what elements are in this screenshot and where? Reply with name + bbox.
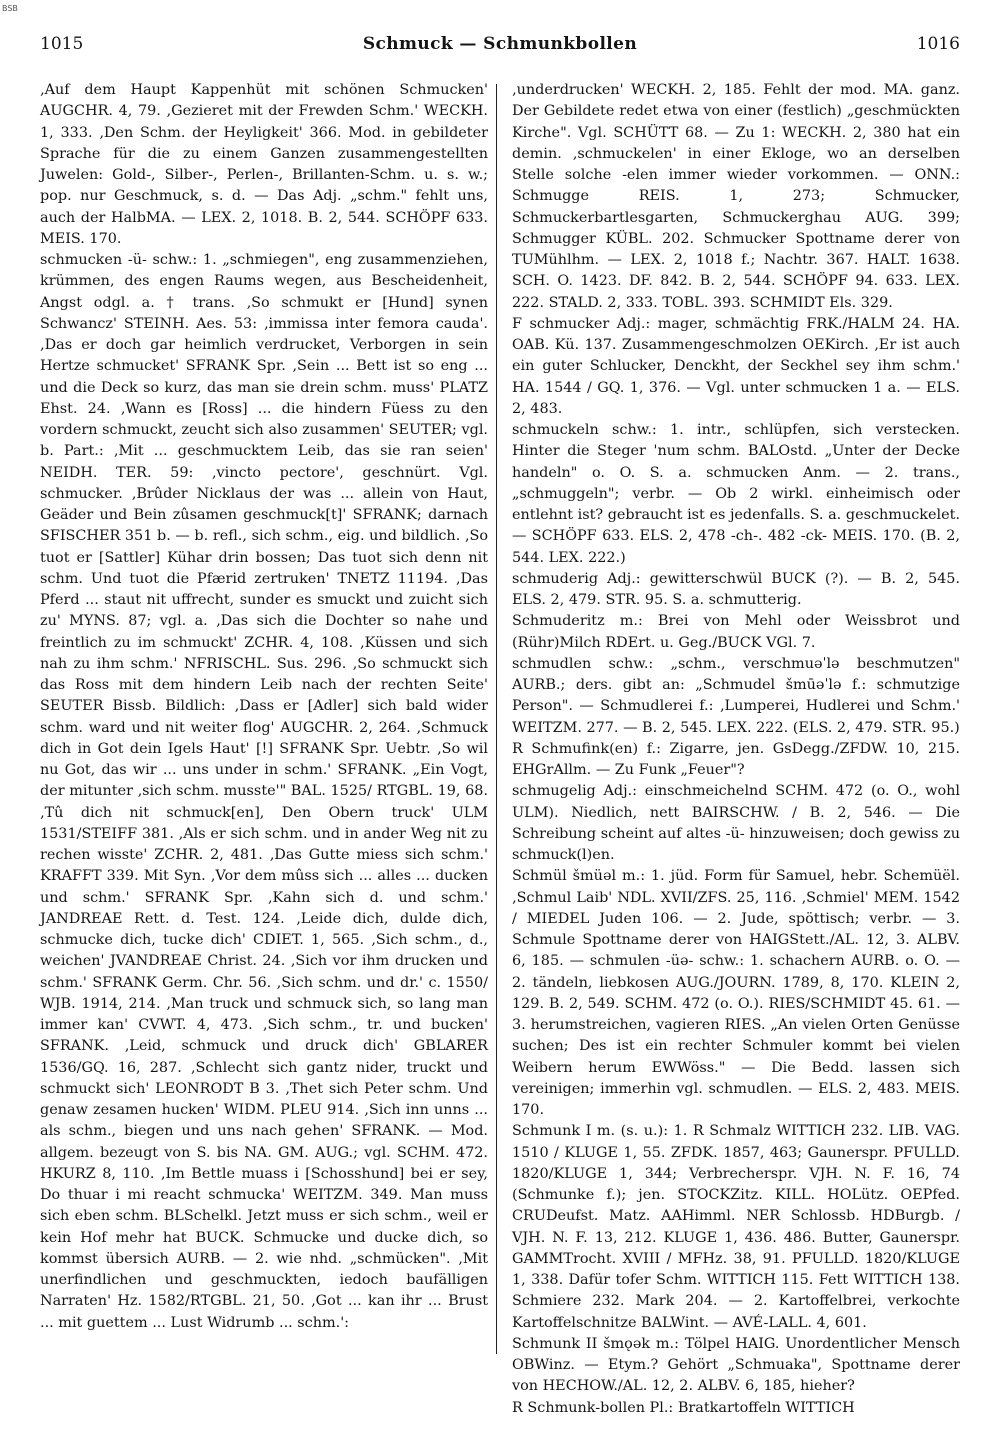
right-column — [512, 80, 960, 1416]
entry-paragraph: schmucken -ü- schw.: 1. „schmiegen", eng zusammenziehen, krümmen, des engen Raums wegen, aus Bescheidenheit, Angst odgl. a. † trans. ‚So schmukt er [Hund] synen Schwancz' STEINH. Aes. 53: ‚immissa inter femora cauda'. ‚Das er doch gar heimlich verdrucket, Verborgen in sein Hertze schmucket' SFRANK Spr. ‚Sein ... Bett ist so eng ... und die Deck so kurz, das man sie drein schm. muss' PLATZ Ehst. 24. ‚Wann es [Ross] ... die hindern Füess zu den vordern schmuckt, zeucht sich also zusammen' SEUTER; vgl. b. Part.: ‚Mit ... geschmucktem Leib, das sie ran seien' NEIDH. TER. 59: ‚vincto pectore', geschnürt. Vgl. schmucker. ‚Brûder Nicklaus der was ... allein von Haut, Geäder und Bein zûsamen geschmuck[t]' SFRANK; darnach SFISCHER 351 b. — b. refl., sich schm., eig. und bildlich. ‚So tuot er [Sattler] Kühar drin bossen; Das tuot sich denn nit schm. Und tuot die Pfærid zertruken' TNETZ 11194. ‚Das Pferd ... staut nit uffrecht, sunder es smuckt und zuicht sich zu' MYNS. 87; vgl. a. ‚Das sich die Dochter so nahe und freintlich zu im schmuckt' ZCHR. 4, 108. ‚Küssen und sich nah zu ihm schm.' NFRISCHL. Sus. 296. ‚So schmuckt sich das Ross mit dem hindern Leib nach der rechten Seite' SEUTER Bissb. Bildlich: ‚Dass er [Adler] sich bald wider schm. ward und nit weiter flog' AUGCHR. 2, 264. ‚Schmuck dich in Got dein Igels Haut' [!] SFRANK Spr. Uebtr. ‚So wil nu Got, das wir ... uns under in schm.' SFRANK. „Ein Vogt, der mitunter ‚sich schm. musste'" BAL. 1525/ RTGBL. 19, 68. ‚Tû dich nit schmuck[en], Den Obern truck' ULM 1531/STEIFF 381. ‚Als er sich schm. und in ander Weg nit zu rechen wisste' ZCHR. 2, 481. ‚Das Gutte miess sich schm.' KRAFFT 339. Mit Syn. ‚Vor dem mûss sich ... alles ... ducken und schm.' SFRANK Spr. ‚Kahn sich d. und schm.' JANDREAE Rett. d. Test. 124. ‚Leide dich, dulde dich, schmucke dich, tucke dich' CDIET. 1, 565. ‚Sich schm., d., weichen' JVANDREAE Christ. 24. ‚Sich vor ihm drucken und schm.' SFRANK Germ. Chr. 56. ‚Sich schm. und dr.' c. 1550/ WJB. 1914, 214. ‚Man truck und schmuck sich, so lang man immer kan' CVWT. 4, 473. ‚Sich schm., tr. und bucken' SFRANK. ‚Leid, schmuck und druck dich' GBLARER 1536/GQ. 16, 287. ‚Schlecht sich gantz nider, truckt und schmuckt sich' LEONRODT B 3. ‚Thet sich Peter schm. Und genaw zesamen hucken' WIDM. PLEU 914. ‚Sich inn unns ... als schm., biegen und uns nach gehen' SFRANK. — Mod. allgem. bezeugt von S. bis NA. GM. AUG.; vgl. SCHM. 472. HKURZ 8, 110. ‚Im Bettle muass i [Schosshund] bei er sey, Do thuar i mi reacht schmucka' WEITZM. 349. Man muss sich eben schm. BLSchelkl. Jetzt muss er sich schm., weil er kein Hof mehr hat BUCK. Schmucke und ducke dich, so kommst übersich AURB. — 2. wie nhd. „schmücken". ‚Mit unerfindlichen und geschmuckten, iedoch baufälligen Narraten' Hz. 1582/RTGBL. 21, 50. ‚Got ... kan ihr ... Brust ... mit guettem ... Lust Widrumb ... schm.': — [40, 252, 488, 1331]
library-stamp: BSB — [2, 4, 18, 13]
entry-paragraph: Schmunk II šmǫək m.: Tölpel HAIG. Unordentlicher Mensch OBWinz. — Etym.? Gehört „Schmuaka", Spottname derer von HECHOW./AL. 12, 2. ALBV. 6, 185, hieher? — [512, 1335, 960, 1395]
entry-paragraph: schmuckeln schw.: 1. intr., schlüpfen, sich verstecken. Hinter die Steger 'num schm. BALOstd. „Unter der Decke handeln" o. O. S. a. schmucken Anm. — 2. trans., „schmuggeln"; verbr. — Ob 2 wirkl. einheimisch oder entlehnt ist? gebraucht ist es jedenfalls. S. a. geschmuckelet. — SCHÖPF 633. ELS. 2, 478 -ch-. 482 -ck- MEIS. 170. (B. 2, 544. LEX. 222.) — [512, 422, 960, 566]
running-title: Schmuck — Schmunkbollen — [362, 34, 638, 54]
entry-paragraph: Schmül šmüəl m.: 1. jüd. Form für Samuel, hebr. Schemüël. ‚Schmul Laib' NDL. XVII/ZFS. 25, 116. ‚Schmiel' MEM. 1542 / MIEDEL Juden 106. — 2. Jude, spöttisch; verbr. — 3. Schmule Spottname derer von HAIGStett./AL. 12, 3. ALBV. 6, 185. — schmulen -üə- schw.: 1. schachern AURB. o. O. — 2. tändeln, liebkosen AUG./JOURN. 1789, 8, 170. KLEIN 2, 129. B. 2, 549. SCHM. 472 (o. O.). RIES/SCHMIDT 45. 61. — 3. herumstreichen, vagieren RIES. „An vielen Orten Genüsse suchen; Des ist ein rechter Schmuler kommt bei vielen Weibern herum EWWöss." — Die Bedd. lassen sich vereinigen; immerhin vgl. schmudlen. — ELS. 2, 483. MEIS. 170. — [512, 868, 960, 1118]
entry-paragraph: Schmuderitz m.: Brei von Mehl oder Weissbrot und (Rühr)Milch RDErt. u. Geg./BUCK VGl. 7. — [512, 613, 960, 651]
running-header — [40, 34, 960, 64]
entry-paragraph: ‚underdrucken' WECKH. 2, 185. Fehlt der mod. MA. ganz. Der Gebildete redet etwa von einer (festlich) „geschmückten Kirche". Vgl. SCHÜTT 68. — Zu 1: WECKH. 2, 380 hat ein demin. ‚schmuckelen' in einer Ekloge, wo an derselben Stelle solche -elen immer wieder vorkommen. — ONN.: Schmugge REIS. 1, 273; Schmucker, Schmuckerbartlesgarten, Schmuckerghau AUG. 399; Schmugger KÜBL. 202. Schmucker Spottname derer von TUMühlhm. — LEX. 2, 1018 f.; Nachtr. 367. HALT. 1638. SCH. O. 1423. DF. 842. B. 2, 544. SCHÖPF 94. 633. LEX. 222. STALD. 2, 333. TOBL. 393. SCHMIDT Els. 329. — [512, 82, 960, 311]
entry-paragraph: ‚Auf dem Haupt Kappenhüt mit schönen Schmucken' AUGCHR. 4, 79. ‚Gezieret mit der Frewden Schm.' WECKH. 1, 333. ‚Den Schm. der Heyligkeit' 366. Mod. in gebildeter Sprache für die zu einem Ganzen zusammengestellten Juwelen: Gold-, Silber-, Perlen-, Brillanten-Schm. u. s. w.; pop. nur Geschmuck, s. d. — Das Adj. „schm." fehlt uns, auch der HalbMA. — LEX. 2, 1018. B. 2, 544. SCHÖPF 633. MEIS. 170. — [40, 82, 488, 247]
entry-paragraph: schmudlen schw.: „schm., verschmuəˈlə beschmutzen" AURB.; ders. gibt an: „Schmudel šmūəˈlə f.: schmutzige Person". — Schmudlerei f.: ‚Lumperei, Hudlerei und Schm.' WEITZM. 277. — B. 2, 545. LEX. 222. (ELS. 2, 479. STR. 95.) — [512, 655, 960, 736]
left-column — [40, 80, 488, 1350]
entry-paragraph: R Schmufink(en) f.: Zigarre, jen. GsDegg./ZFDW. 10, 215. EHGrAllm. — Zu Funk „Feuer"? — [512, 740, 960, 778]
entry-paragraph: R Schmunk-bollen Pl.: Bratkartoffeln WITTICH — [512, 1399, 855, 1416]
entry-paragraph: schmuderig Adj.: gewitterschwül BUCK (?). — B. 2, 545. ELS. 2, 479. STR. 95. S. a. schmutterig. — [512, 570, 960, 608]
entry-paragraph: schmugelig Adj.: einschmeichelnd SCHM. 472 (o. O., wohl ULM). Niedlich, nett BAIRSCHW. / B. 2, 546. — Die Schreibung scheint auf altes -ü- hinzuweisen; doch gewiss zu schmuck(l)en. — [512, 783, 960, 863]
entry-paragraph: Schmunk I m. (s. u.): 1. R Schmalz WITTICH 232. LIB. VAG. 1510 / KLUGE 1, 55. ZFDK. 1857, 463; Gaunerspr. PFULLD. 1820/KLUGE 1, 344; Verbrecherspr. VJH. N. F. 16, 74 (Schmunke f.); jen. STOCKZitz. KILL. HOLütz. OEPfed. CRUDeufst. Matz. AAHimml. NER Schlossb. HDBurgb. / VJH. N. F. 13, 212. KLUGE 1, 436. 486. Butter, Gaunerspr. GAMMTrocht. XVIII / MFHz. 38, 91. PFULLD. 1820/KLUGE 1, 338. Dafür tofer Schm. WITTICH 115. Fett WITTICH 138. Schmiere 232. Mark 204. — 2. Kartoffelbrei, verkochte Kartoffelschnitze BALWint. — AVÉ-LALL. 4, 601. — [512, 1123, 960, 1331]
page-number-left: 1015 — [40, 34, 84, 54]
entry-paragraph: F schmucker Adj.: mager, schmächtig FRK./HALM 24. HA. OAB. Kü. 137. Zusammengeschmolzen OEKirch. ‚Er ist auch ein guter Schlucker, Denckht, der Seckhel sey ihm schm.' HA. 1544 / GQ. 1, 376. — Vgl. unter schmucken 1 a. — ELS. 2, 483. — [512, 315, 960, 417]
page-number-right: 1016 — [916, 34, 960, 54]
column-divider — [496, 84, 497, 1354]
